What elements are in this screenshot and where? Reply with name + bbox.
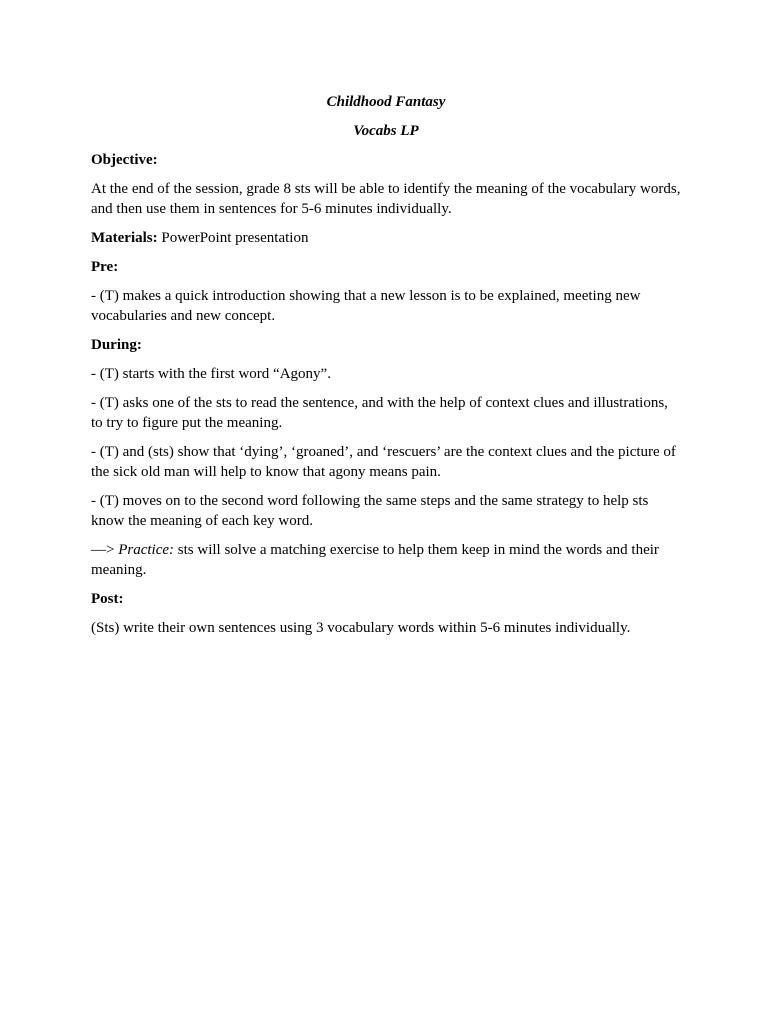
practice-paragraph xyxy=(91,540,681,580)
objective-text: At the end of the session, grade 8 sts will be able to identify the meaning of the vocabulary words, and then use them in sentences for 5-6 minutes individually. xyxy=(91,181,681,217)
during-item: - (T) starts with the first word “Agony”. xyxy=(91,366,331,382)
post-text: (Sts) write their own sentences using 3 vocabulary words within 5-6 minutes individually. xyxy=(91,620,631,636)
pre-heading: Pre: xyxy=(91,259,119,275)
practice-label: Practice: xyxy=(118,542,175,558)
post-heading: Post: xyxy=(91,591,124,607)
document-body xyxy=(91,92,681,647)
materials-paragraph xyxy=(91,228,681,248)
practice-text: sts will solve a matching exercise to help them keep in mind the words and their meaning. xyxy=(91,542,659,578)
practice-arrow: —> xyxy=(91,542,119,558)
during-item: - (T) and (sts) show that ‘dying’, ‘groaned’, and ‘rescuers’ are the context clues and the picture of the sick old man will help to know that agony means pain. xyxy=(91,444,676,480)
during-item: - (T) asks one of the sts to read the sentence, and with the help of context clues and illustrations, to try to figure put the meaning. xyxy=(91,395,668,431)
materials-text: PowerPoint presentation xyxy=(157,230,309,246)
materials-label: Materials: xyxy=(91,230,158,246)
document-subtitle: Vocabs LP xyxy=(353,123,419,139)
during-heading: During: xyxy=(91,337,142,353)
pre-item: - (T) makes a quick introduction showing that a new lesson is to be explained, meeting new vocabularies and new concept. xyxy=(91,288,641,324)
during-item: - (T) moves on to the second word following the same steps and the same strategy to help sts know the meaning of each key word. xyxy=(91,493,649,529)
document-title: Childhood Fantasy xyxy=(326,94,446,110)
objective-heading: Objective: xyxy=(91,152,158,168)
